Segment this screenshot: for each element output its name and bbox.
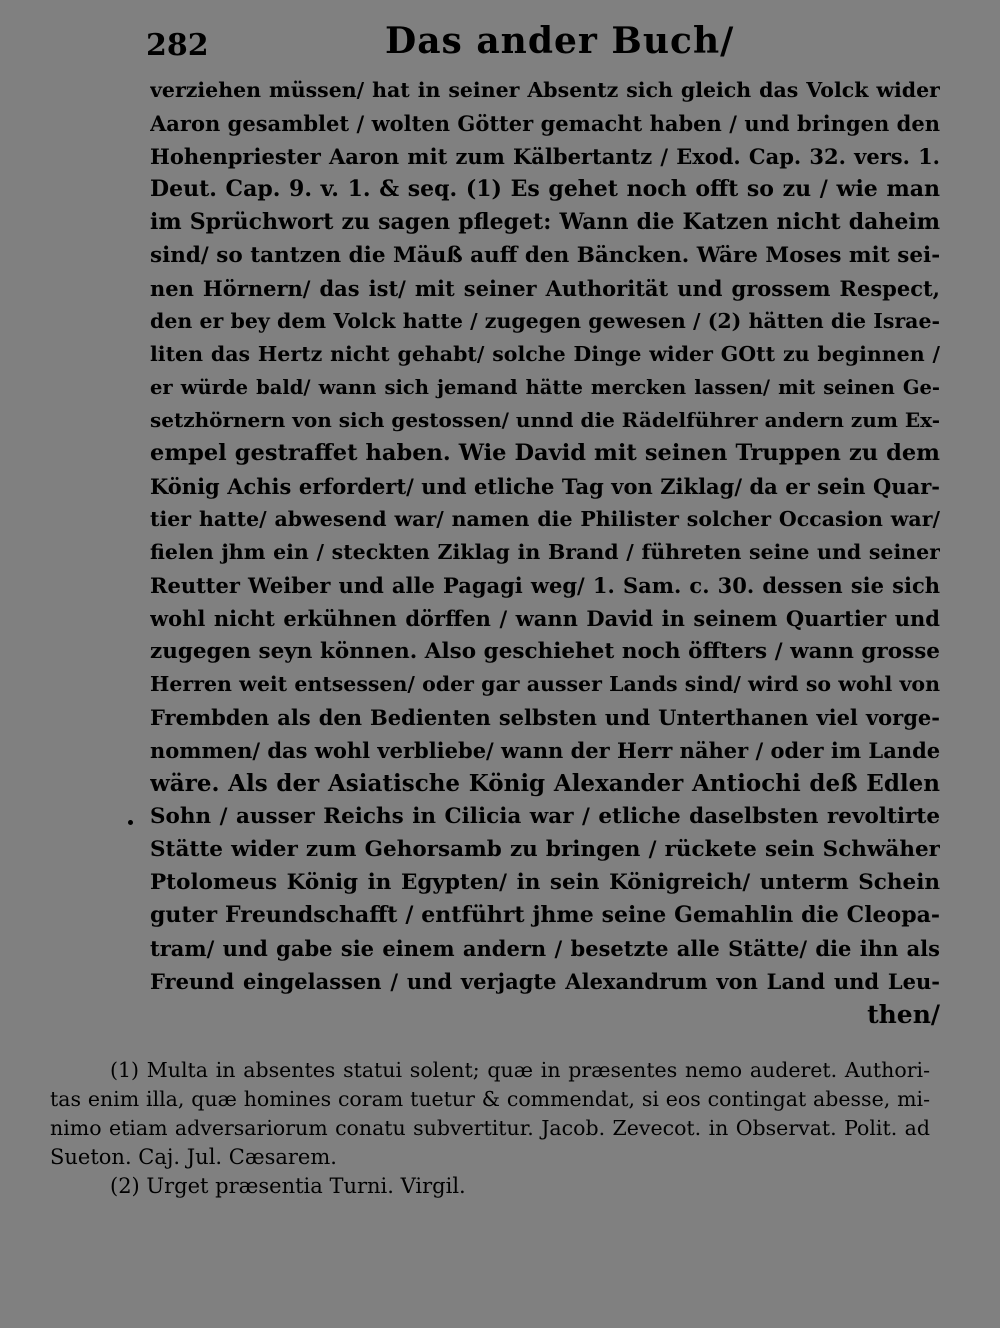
footnote-1-line: (1) Multa in absentes statui solent; quæ in præsentes nemo auderet. Authori- — [110, 1058, 930, 1082]
text-line: fielen jhm ein / steckten Ziklag in Brand / führeten seine und seiner — [150, 540, 940, 564]
text-line: guter Freundschafft / entführt jhme seine Gemahlin die Cleopa- — [150, 902, 940, 928]
ink-speck — [128, 820, 133, 825]
text-line: liten das Hertz nicht gehabt/ solche Dinge wider GOtt zu beginnen / — [150, 342, 940, 366]
text-line: im Sprüchwort zu sagen pfleget: Wann die Katzen nicht daheim — [150, 209, 940, 235]
text-line: Freund eingelassen / und verjagte Alexandrum von Land und Leu- — [150, 969, 940, 994]
text-line: Frembden als den Bedienten selbsten und Unterthanen viel vorge- — [150, 705, 940, 730]
text-line: empel gestraffet haben. Wie David mit seinen Truppen zu dem — [150, 440, 940, 466]
page-number: 282 — [146, 28, 209, 63]
footnote-1-line: Sueton. Caj. Jul. Cæsarem. — [50, 1145, 337, 1169]
text-line: König Achis erfordert/ und etliche Tag von Ziklag/ da er sein Quar- — [150, 474, 940, 499]
text-line-final: then/ — [867, 1000, 940, 1029]
text-line: Stätte wider zum Gehorsamb zu bringen / rückete sein Schwäher — [150, 837, 940, 862]
text-line: tier hatte/ abwesend war/ namen die Philister solcher Occasion war/ — [150, 507, 940, 531]
text-line: Reutter Weiber und alle Pagagi weg/ 1. Sam. c. 30. dessen sie sich — [150, 573, 940, 598]
text-line: Ptolomeus König in Egypten/ in sein Königreich/ unterm Schein — [150, 870, 940, 895]
main-text-block — [150, 74, 940, 1031]
text-line: Herren weit entsessen/ oder gar ausser Lands sind/ wird so wohl von — [150, 672, 940, 696]
text-line: verziehen müssen/ hat in seiner Absentz sich gleich das Volck wider — [150, 78, 940, 102]
text-line: wäre. Als der Asiatische König Alexander Antiochi deß Edlen — [150, 770, 940, 797]
footnote-1-line: nimo etiam adversariorum conatu subvertitur. Jacob. Zevecot. in Observat. Polit. ad — [50, 1116, 930, 1140]
text-line: Hohenpriester Aaron mit zum Kälbertantz / Exod. Cap. 32. vers. 1. — [150, 144, 940, 169]
text-line: Deut. Cap. 9. v. 1. & seq. (1) Es gehet noch offt so zu / wie man — [150, 176, 940, 202]
text-line: nen Hörnern/ das ist/ mit seiner Authorität und grossem Respect, — [150, 276, 940, 301]
text-line: sind/ so tantzen die Mäuß auff den Bäncken. Wäre Moses mit sei- — [150, 243, 940, 268]
text-line: wohl nicht erkühnen dörffen / wann David in seinem Quartier und — [150, 606, 940, 631]
text-line: tram/ und gabe sie einem andern / besetzte alle Stätte/ die ihn als — [150, 936, 940, 961]
footnotes-block — [50, 1056, 930, 1201]
text-line: zugegen seyn können. Also geschiehet noch öffters / wann grosse — [150, 639, 940, 664]
text-line: setzhörnern von sich gestossen/ unnd die Rädelführer andern zum Ex- — [150, 408, 940, 432]
footnote-1-line: tas enim illa, quæ homines coram tuetur & commendat, si eos contingat abesse, mi- — [50, 1087, 930, 1111]
text-line: den er bey dem Volck hatte / zugegen gewesen / (2) hätten die Israe- — [150, 309, 940, 333]
footnote-2-line: (2) Urget præsentia Turni. Virgil. — [110, 1174, 466, 1198]
text-line: Aaron gesamblet / wolten Götter gemacht haben / und bringen den — [150, 111, 940, 136]
text-line: er würde bald/ wann sich jemand hätte mercken lassen/ mit seinen Ge- — [150, 376, 940, 399]
text-line: nommen/ das wohl verbliebe/ wann der Herr näher / oder im Lande — [150, 738, 940, 763]
running-title: Das ander Buch/ — [385, 20, 735, 62]
text-line: Sohn / ausser Reichs in Cilicia war / etliche daselbsten revoltirte — [150, 804, 940, 829]
